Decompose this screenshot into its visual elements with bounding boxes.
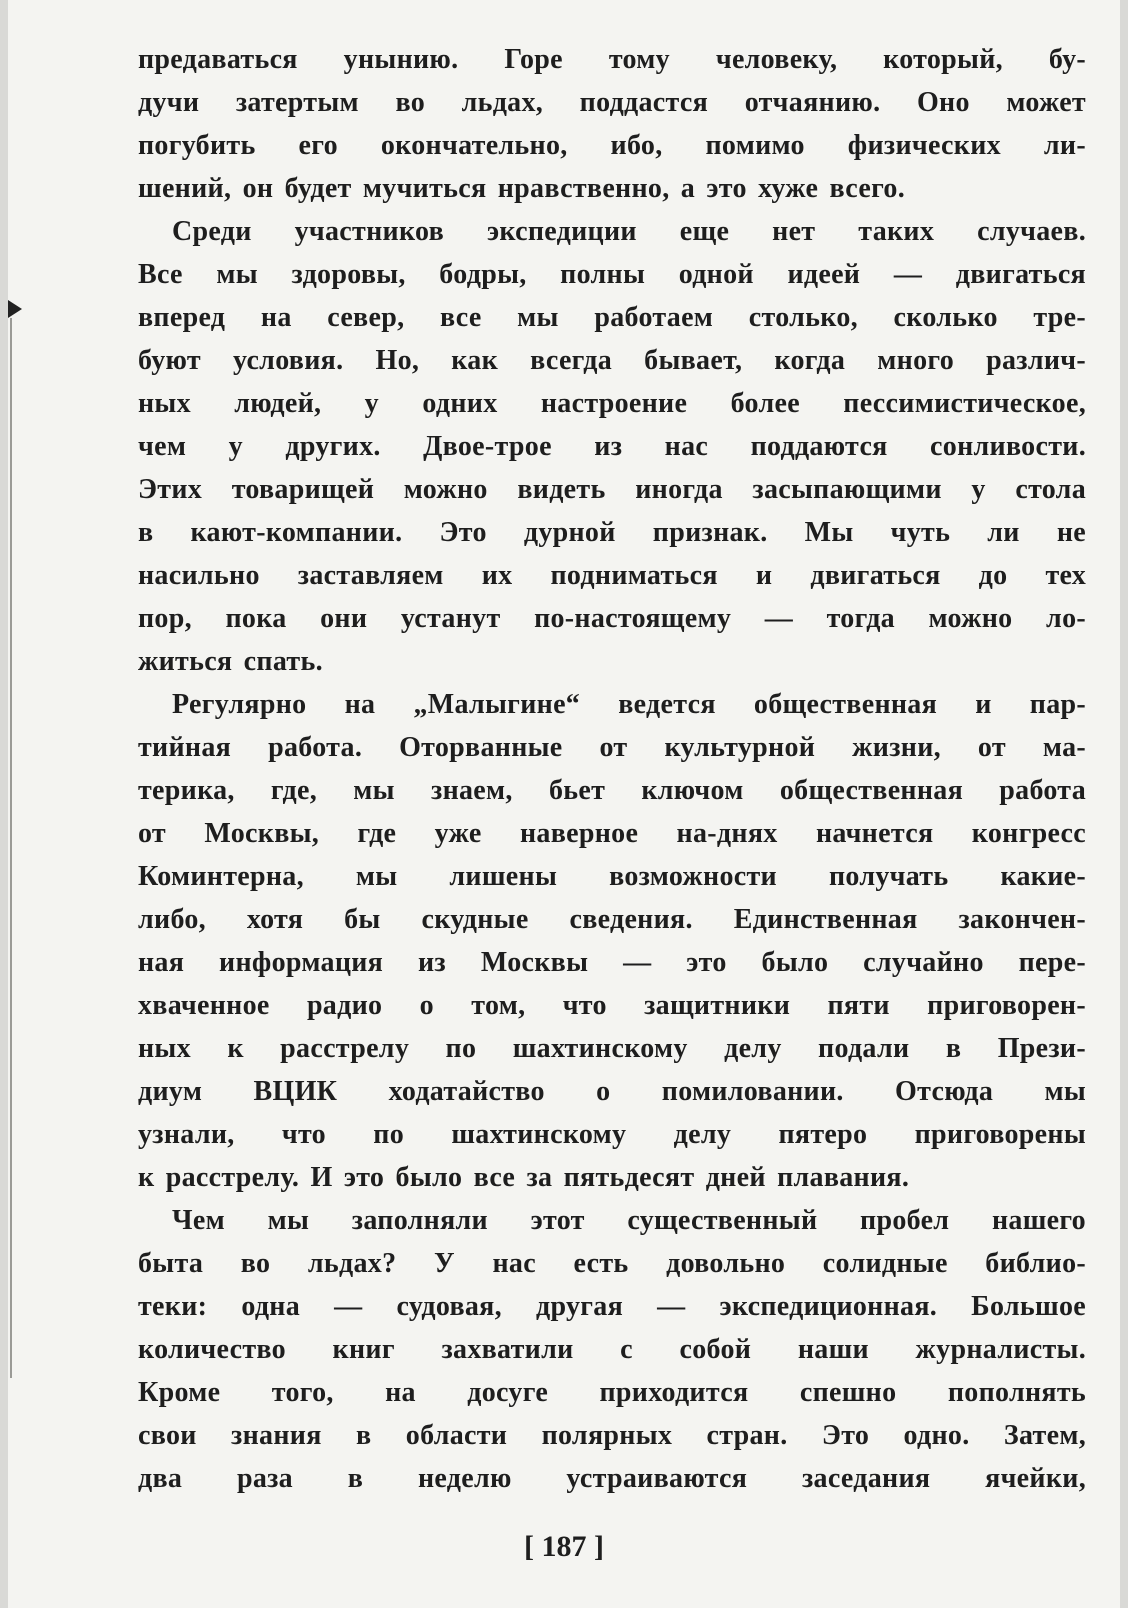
- body-text: [138, 38, 1086, 1500]
- text-line: Коминтерна, мы лишены возможности получать какие-: [138, 861, 1086, 892]
- text-line: к расстрелу. И это было все за пятьдесят дней плавания.: [138, 1162, 910, 1193]
- text-line: в кают-компании. Это дурной признак. Мы чуть ли не: [138, 517, 1086, 548]
- text-line: дучи затертым во льдах, поддастся отчаянию. Оно может: [138, 87, 1086, 118]
- text-line: хваченное радио о том, что защитники пяти приговорен-: [138, 990, 1086, 1021]
- text-line: либо, хотя бы скудные сведения. Единственная закончен-: [138, 904, 1086, 935]
- text-line: количество книг захватили с собой наши журналисты.: [138, 1334, 1086, 1365]
- text-line: Все мы здоровы, бодры, полны одной идеей — двигаться: [138, 259, 1086, 290]
- paragraph-start-line: Регулярно на „Малыгине“ ведется общественная и пар-: [172, 689, 1086, 720]
- text-line: тийная работа. Оторванные от культурной жизни, от ма-: [138, 732, 1086, 763]
- text-line: терика, где, мы знаем, бьет ключом общественная работа: [138, 775, 1086, 806]
- text-line: предаваться унынию. Горе тому человеку, который, бу-: [138, 44, 1086, 75]
- margin-line: [10, 318, 12, 1378]
- text-line: вперед на север, все мы работаем столько, сколько тре-: [138, 302, 1086, 333]
- text-line: теки: одна — судовая, другая — экспедиционная. Большое: [138, 1291, 1086, 1322]
- text-line: от Москвы, где уже наверное на-днях начнется конгресс: [138, 818, 1086, 849]
- page-number: [ 187 ]: [524, 1530, 604, 1563]
- margin-arrow-mark: [8, 300, 22, 318]
- text-line: узнали, что по шахтинскому делу пятеро приговорены: [138, 1119, 1086, 1150]
- text-line: погубить его окончательно, ибо, помимо физических ли-: [138, 130, 1086, 161]
- text-line: Кроме того, на досуге приходится спешно пополнять: [138, 1377, 1086, 1408]
- text-line: ных к расстрелу по шахтинскому делу подали в Прези-: [138, 1033, 1086, 1064]
- text-line: Этих товарищей можно видеть иногда засыпающими у стола: [138, 474, 1086, 505]
- text-line: чем у других. Двое-трое из нас поддаются сонливости.: [138, 431, 1086, 462]
- text-line: быта во льдах? У нас есть довольно солидные библио-: [138, 1248, 1086, 1279]
- text-line: ных людей, у одних настроение более пессимистическое,: [138, 388, 1086, 419]
- text-line: шений, он будет мучиться нравственно, а это хуже всего.: [138, 173, 905, 204]
- paragraph-start-line: Среди участников экспедиции еще нет таких случаев.: [172, 216, 1086, 247]
- text-line: диум ВЦИК ходатайство о помиловании. Отсюда мы: [138, 1076, 1086, 1107]
- text-line: свои знания в области полярных стран. Это одно. Затем,: [138, 1420, 1086, 1451]
- text-line: ная информация из Москвы — это было случайно пере-: [138, 947, 1086, 978]
- book-page: [8, 0, 1120, 1608]
- text-line: насильно заставляем их подниматься и двигаться до тех: [138, 560, 1086, 591]
- text-line: пор, пока они устанут по-настоящему — тогда можно ло-: [138, 603, 1086, 634]
- paragraph-start-line: Чем мы заполняли этот существенный пробел нашего: [172, 1205, 1086, 1236]
- text-line: буют условия. Но, как всегда бывает, когда много различ-: [138, 345, 1086, 376]
- text-line: житься спать.: [138, 646, 323, 677]
- text-line: два раза в неделю устраиваются заседания ячейки,: [138, 1463, 1086, 1494]
